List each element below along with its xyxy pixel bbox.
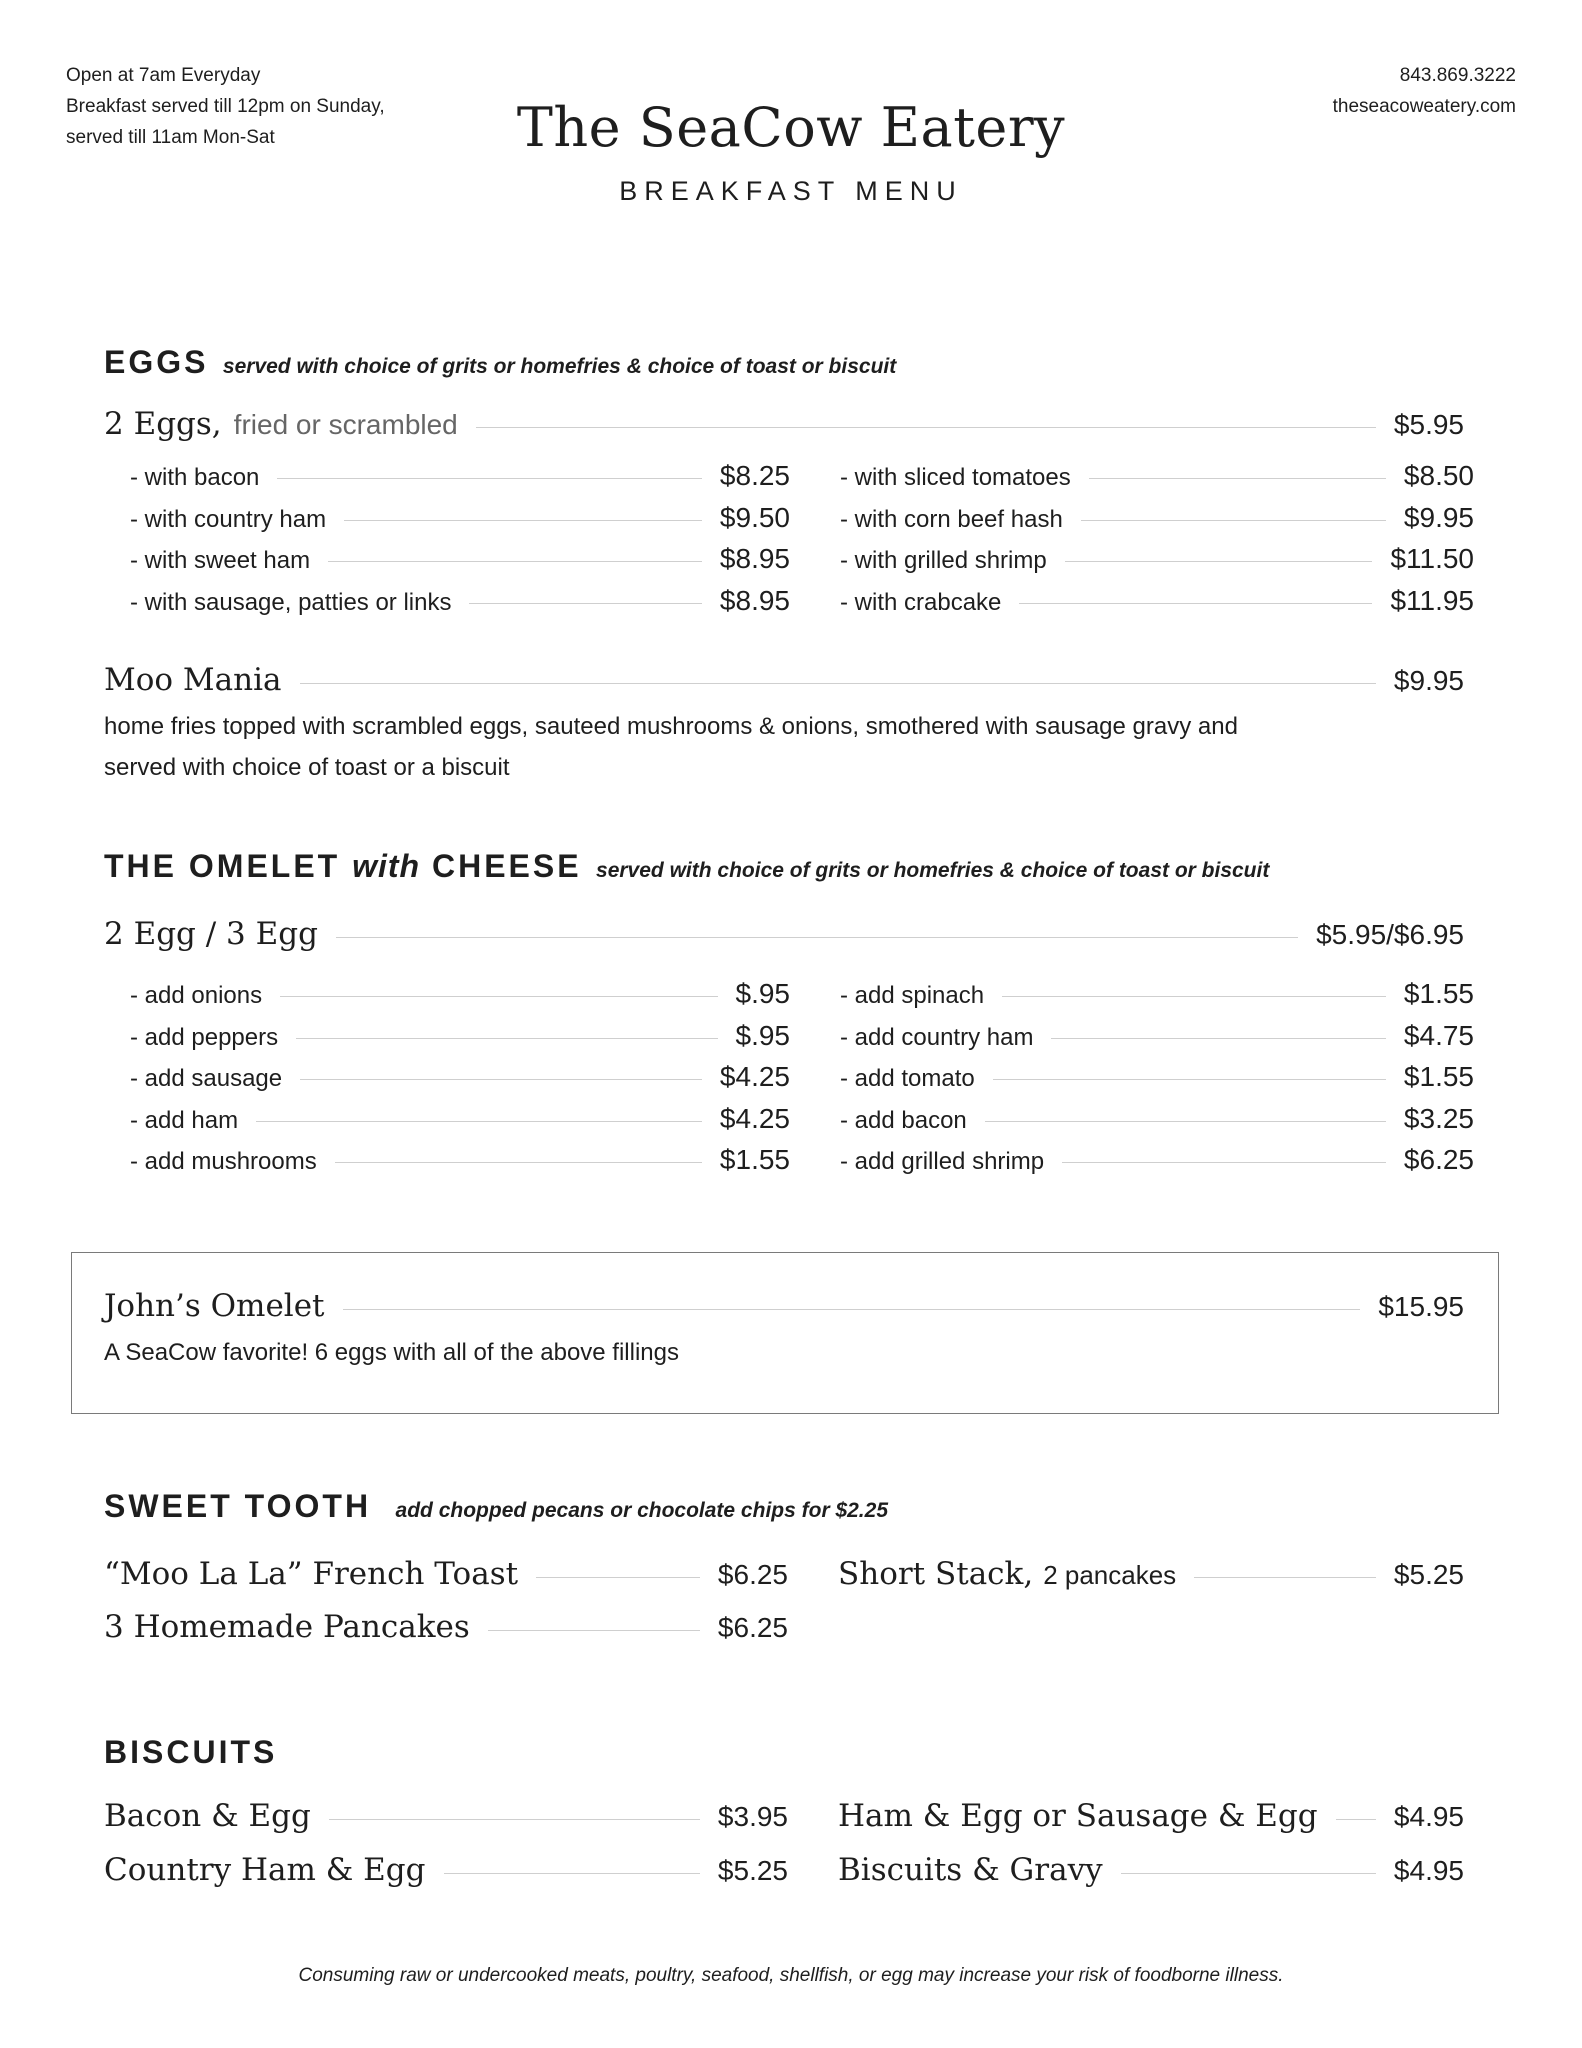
addon-item [840,1144,1474,1186]
hours-line: Breakfast served till 12pm on Sunday, [66,96,385,117]
item-name: - with corn beef hash [840,505,1063,533]
item-name: - add onions [130,982,263,1009]
item-name: - add country ham [840,1023,1034,1051]
item-name: - with sliced tomatoes [840,464,1071,491]
item-name: 3 Homemade Pancakes [104,1609,470,1645]
menu-item-omelet [104,916,1464,952]
johns-omelet-description: A SeaCow favorite! 6 eggs with all of the above fillings [104,1339,679,1366]
menu-item-moo-mania [104,662,1464,698]
menu-item-country-ham-egg [104,1852,788,1888]
item-price: $4.95 [1393,1801,1464,1832]
title-part: CHEESE [431,848,582,884]
menu-item-pancakes [104,1609,788,1645]
dot-leader [280,996,717,997]
item-price: $4.25 [719,1102,790,1134]
dot-leader [328,561,702,562]
dot-leader [343,1309,1361,1310]
dot-leader [1081,520,1386,521]
menu-item-2-eggs [104,406,1464,442]
item-price: $4.75 [1403,1019,1474,1051]
item-price: $5.95 [1393,409,1464,440]
item-price: $8.50 [1403,460,1474,491]
item-price: $9.95 [1393,665,1464,696]
hours-line: Open at 7am Everyday [66,65,261,86]
item-price: $1.55 [719,1144,790,1175]
food-safety-disclaimer: Consuming raw or undercooked meats, poultry, seafood, shellfish, or egg may increase your risk of foodborne illness. [298,1965,1284,1986]
section-title: EGGS [104,344,209,380]
addon-item [840,460,1474,502]
item-name: - add grilled shrimp [840,1148,1045,1175]
description-line: home fries topped with scrambled eggs, sauteed mushrooms & onions, smothered with sausage gravy and [104,713,1238,740]
phone-number: 843.869.3222 [1399,65,1516,86]
item-name: - add peppers [130,1023,279,1051]
item-name: - with bacon [130,464,260,491]
dot-leader [256,1121,702,1122]
item-price: $5.95/$6.95 [1316,919,1464,950]
item-name: - add ham [130,1106,239,1134]
menu-item-short-stack [838,1556,1464,1592]
dot-leader [469,603,701,604]
item-price: $11.95 [1390,584,1474,616]
item-name: Ham & Egg or Sausage & Egg [838,1798,1318,1834]
item-name: Bacon & Egg [104,1798,311,1834]
section-note: served with choice of grits or homefries & choice of toast or biscuit [596,859,1270,882]
dot-leader [1121,1873,1376,1874]
title-part: THE OMELET [104,848,341,884]
sweet-tooth-section-heading [104,1488,888,1525]
item-price: $1.55 [1403,1061,1474,1092]
dot-leader [1062,1162,1386,1163]
item-price: $1.55 [1403,978,1474,1009]
description-line: served with choice of toast or a biscuit [104,754,510,781]
item-name: - add spinach [840,982,985,1009]
item-price: $15.95 [1378,1291,1464,1322]
dot-leader [476,427,1376,428]
item-name: Short Stack, [838,1556,1034,1592]
menu-item-bacon-egg [104,1798,788,1834]
dot-leader [296,1038,717,1039]
item-price: $8.95 [719,543,790,574]
dot-leader [488,1630,700,1631]
item-name: Biscuits & Gravy [838,1852,1103,1888]
dot-leader [1002,996,1386,997]
dot-leader [985,1121,1386,1122]
menu-subtitle: BREAKFAST MENU [619,176,963,206]
addon-item [840,978,1474,1020]
item-name: - with country ham [130,505,327,533]
dot-leader [1089,478,1386,479]
addon-item [840,1061,1474,1103]
section-title: SWEET TOOTH [104,1488,372,1524]
menu-item-ham-sausage-egg [838,1798,1464,1834]
item-price: $9.50 [719,501,790,533]
item-price: $4.95 [1393,1855,1464,1886]
item-name: “Moo La La” French Toast [104,1556,519,1592]
item-name: Country Ham & Egg [104,1852,426,1888]
dot-leader [1065,561,1373,562]
item-name: - with grilled shrimp [840,547,1047,574]
item-name: - add tomato [840,1065,975,1092]
item-price: $5.25 [717,1855,788,1886]
website: theseacoweatery.com [1332,96,1516,117]
eggs-addons-left [130,460,790,626]
section-title [104,848,582,884]
addon-item [130,1103,790,1145]
addon-item [840,585,1474,627]
dot-leader [1194,1577,1376,1578]
addon-item [840,1020,1474,1062]
item-price: $9.95 [1403,501,1474,533]
item-price: $11.50 [1390,543,1474,574]
addon-item [840,543,1474,585]
item-name: John’s Omelet [104,1288,325,1324]
addon-item [130,978,790,1020]
item-name: - with sausage, patties or links [130,588,452,616]
item-price: $6.25 [717,1612,788,1643]
omelet-addons-right [840,978,1474,1186]
item-price: $4.25 [719,1061,790,1092]
dot-leader [444,1873,700,1874]
dot-leader [1051,1038,1385,1039]
item-name: - with crabcake [840,588,1002,616]
dot-leader [300,683,1376,684]
menu-item-johns-omelet [104,1288,1464,1324]
dot-leader [1019,603,1372,604]
item-detail: 2 pancakes [1043,1560,1177,1590]
addon-item [130,502,790,544]
addon-item [840,1103,1474,1145]
item-name: - add sausage [130,1065,283,1092]
item-price: $.95 [735,978,790,1009]
item-name: 2 Egg / 3 Egg [104,916,318,952]
eggs-addons-right [840,460,1474,626]
addon-item [130,460,790,502]
title-with: with [352,848,421,884]
addon-item [130,1061,790,1103]
item-price: $8.95 [719,584,790,616]
dot-leader [300,1079,702,1080]
menu-item-biscuits-gravy [838,1852,1464,1888]
dot-leader [1336,1819,1376,1820]
biscuits-section-heading [104,1734,277,1771]
menu-item-french-toast [104,1556,788,1592]
item-name: Moo Mania [104,662,282,698]
dot-leader [536,1577,700,1578]
dot-leader [335,1162,702,1163]
item-name: 2 Eggs, [104,406,222,442]
item-price: $5.25 [1393,1559,1464,1590]
item-price: $.95 [735,1019,790,1051]
addon-item [130,543,790,585]
item-price: $6.25 [1403,1144,1474,1175]
dot-leader [993,1079,1386,1080]
restaurant-name: The SeaCow Eatery [516,96,1066,159]
omelet-section-heading [104,848,1269,885]
dot-leader [329,1819,700,1820]
dot-leader [344,520,702,521]
eggs-section-heading [104,344,896,381]
item-name: - add mushrooms [130,1148,317,1175]
addon-item [130,585,790,627]
addon-item [130,1020,790,1062]
dot-leader [277,478,702,479]
section-note: served with choice of grits or homefries & choice of toast or biscuit [222,355,897,378]
omelet-addons-left [130,978,790,1186]
item-price: $6.25 [717,1559,788,1590]
dot-leader [336,937,1298,938]
item-name: - with sweet ham [130,547,311,574]
item-price: $3.95 [717,1801,788,1832]
section-title: BISCUITS [104,1734,278,1770]
section-note: add chopped pecans or chocolate chips for $2.25 [395,1499,888,1522]
addon-item [130,1144,790,1186]
item-price: $3.25 [1403,1102,1474,1134]
item-price: $8.25 [719,460,790,491]
item-name: - add bacon [840,1106,967,1134]
moo-mania-description [104,706,1238,788]
item-detail: fried or scrambled [233,409,458,440]
hours-line: served till 11am Mon-Sat [66,127,275,148]
addon-item [840,502,1474,544]
